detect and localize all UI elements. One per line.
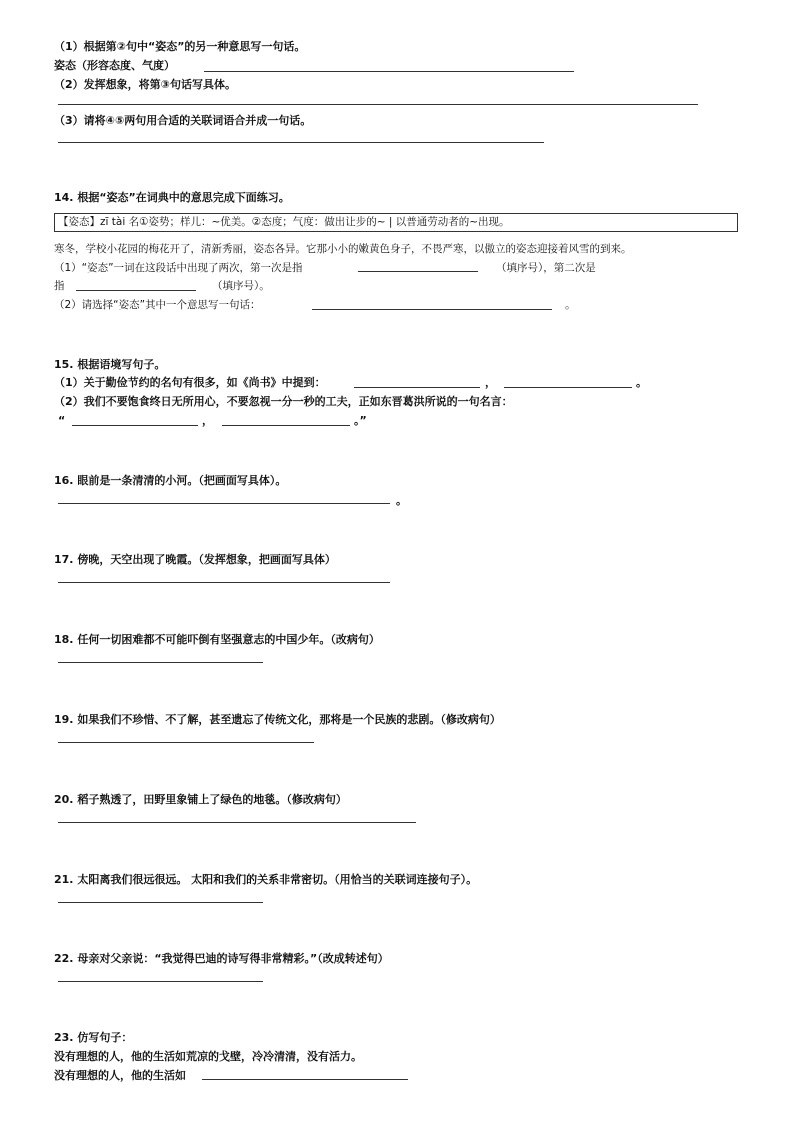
dictionary-entry-text: 【姿态】zī tài 名①姿势；样儿：~优美。②态度；气度：做出让步的~ | 以普通劳动者的~出现。 <box>58 216 510 228</box>
q14-sub1-second-text: （填序号），第二次是 <box>496 262 596 274</box>
q15-sub1-prompt: （1）关于勤俭节约的名句有很多，如《尚书》中提到： <box>54 376 326 389</box>
q15-sub2-prompt: （2）我们不要饱食终日无所用心，不要忽视一分一秒的工夫，正如东晋葛洪所说的一句名言： <box>54 395 513 408</box>
q13-sub2-prompt: （2）发挥想象，将第③句话写具体。 <box>54 78 236 91</box>
q13-sub1-prompt: （1）根据第②句中“姿态”的另一种意思写一句话。 <box>54 40 306 53</box>
q13-sub3-answer-line[interactable] <box>58 142 544 143</box>
q21-title: 21. 太阳离我们很远很远。 太阳和我们的关系非常密切。（用恰当的关联词连接句子）。 <box>54 873 478 886</box>
q20-answer-line[interactable] <box>58 822 416 823</box>
q15-sub1-blank-1[interactable] <box>354 387 480 388</box>
q13-sub2-answer-line[interactable] <box>58 104 698 105</box>
q15-sub2-blank-1[interactable] <box>72 425 198 426</box>
q15-sub2-blank-2[interactable] <box>222 425 350 426</box>
q19-answer-line[interactable] <box>58 742 314 743</box>
q23-prompt: 没有理想的人，他的生活如 <box>54 1069 186 1082</box>
q14-sub1-second-blank[interactable] <box>76 290 196 291</box>
q22-answer-line[interactable] <box>58 981 263 982</box>
q15-sub1-comma: ， <box>485 376 496 389</box>
q14-sub2-prompt: （2）请选择“姿态”其中一个意思写一句话： <box>54 299 261 311</box>
q23-answer-line[interactable] <box>202 1079 408 1080</box>
q23-title: 23. 仿写句子： <box>54 1031 133 1044</box>
q15-sub2-close: 。” <box>354 414 367 427</box>
q15-sub1-period: 。 <box>636 376 647 389</box>
q13-sub3-prompt: （3）请将④⑤两句用合适的关联词语合并成一句话。 <box>54 114 312 127</box>
q13-sub1-answer-line[interactable] <box>204 71 574 72</box>
q14-passage: 寒冬，学校小花园的梅花开了，清新秀丽，姿态各异。它那小小的嫩黄色身子，不畏严寒，以傲立的姿态迎接着风雪的到来。 <box>54 243 632 255</box>
q16-period: 。 <box>396 494 407 507</box>
q21-answer-line[interactable] <box>58 902 263 903</box>
q14-sub2-period: 。 <box>565 298 576 311</box>
q13-sub1-label: 姿态（形容态度、气度） <box>54 59 175 72</box>
q18-answer-line[interactable] <box>58 662 263 663</box>
q15-sub2-comma: ， <box>202 414 213 427</box>
q16-answer-line[interactable] <box>58 503 390 504</box>
q17-title: 17. 傍晚，天空出现了晚霞。（发挥想象，把画面写具体） <box>54 553 336 566</box>
q14-title: 14. 根据“姿态”在词典中的意思完成下面练习。 <box>54 191 290 204</box>
q14-sub1-prompt: （1）“姿态”一词在这段话中出现了两次，第一次是指 <box>54 262 303 274</box>
dictionary-entry-box <box>54 213 738 232</box>
q22-title: 22. 母亲对父亲说：“我觉得巴迪的诗写得非常精彩。”（改成转述句） <box>54 952 389 965</box>
q23-example: 没有理想的人，他的生活如荒凉的戈壁，冷冷清清，没有活力。 <box>54 1050 362 1063</box>
q16-title: 16. 眼前是一条清清的小河。（把画面写具体）。 <box>54 474 287 487</box>
q18-title: 18. 任何一切困难都不可能吓倒有坚强意志的中国少年。（改病句） <box>54 633 380 646</box>
q14-sub1-end: （填序号）。 <box>212 280 270 292</box>
q14-sub1-zhi: 指 <box>54 280 65 292</box>
q14-sub1-first-blank[interactable] <box>358 271 478 272</box>
q19-title: 19. 如果我们不珍惜、不了解，甚至遗忘了传统文化，那将是一个民族的悲剧。（修改病句） <box>54 713 501 726</box>
q15-title: 15. 根据语境写句子。 <box>54 358 166 371</box>
q20-title: 20. 稻子熟透了，田野里象铺上了绿色的地毯。（修改病句） <box>54 793 347 806</box>
q15-sub1-blank-2[interactable] <box>504 387 632 388</box>
q15-sub2-open-quote: “ <box>58 414 66 427</box>
q14-sub2-answer-line[interactable] <box>312 309 552 310</box>
q17-answer-line[interactable] <box>58 582 390 583</box>
